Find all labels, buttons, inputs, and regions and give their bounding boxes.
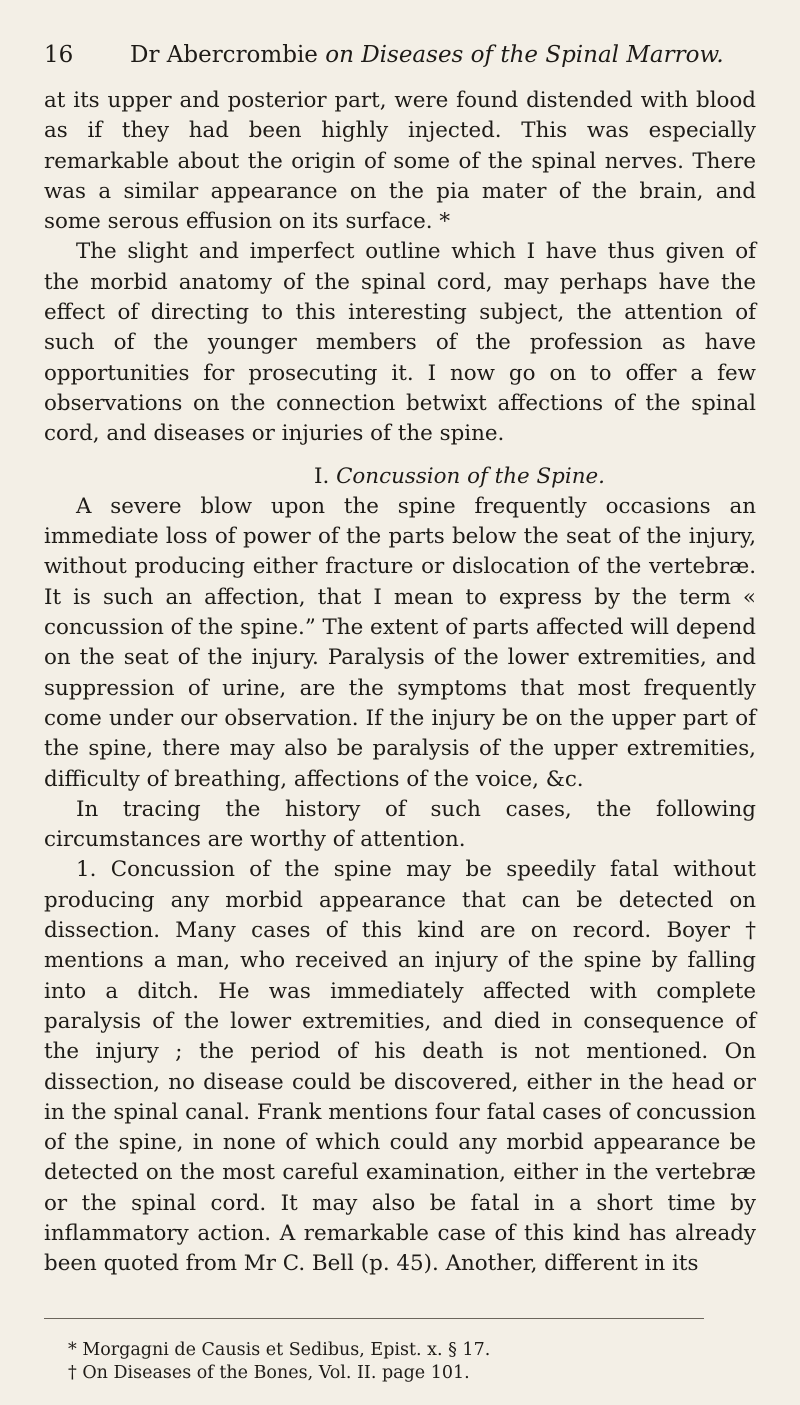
running-title-text: Diseases of the Spinal Marrow. [361, 42, 724, 68]
footnotes [44, 1339, 756, 1385]
section-heading [44, 462, 756, 492]
paragraph-circumstances: In tracing the history of such cases, the following circumstances are worthy of attention. [44, 796, 756, 853]
paragraph-concussion: A severe blow upon the spine frequently occasions an immediate loss of power of the parts below the seat of the injury, without producing either fracture or dislocation of the vertebræ. It is such an affection, that I mean to express by the term « concussion of the spine.” The extent of parts affected will depend on the seat of the injury. Paralysis of the lower extremities, and suppression of urine, are the symptoms that most frequently come under our observation. If the injury be on the upper part of the spine, there may also be paralysis of the upper extremities, difficulty of breathing, affections of the voice, &c. [44, 493, 756, 792]
section-number: I. [314, 463, 330, 489]
paragraph-continuation: at its upper and posterior part, were found distended with blood as if they had been highly injected. This was especially remarkable about the origin of some of the spinal nerves. There was a similar appearance on the pia mater of the brain, and some serous effusion on its surface. * [44, 88, 756, 235]
paragraph-outline: The slight and imperfect outline which I have thus given of the morbid anatomy of the spinal cord, may perhaps have the effect of directing to this interesting subject, the attention of such of the younger members of the profession as have opportunities for prosecuting it. I now go on to offer a few observations on the connection betwixt affections of the spinal cord, and diseases or injuries of the spine. [44, 239, 756, 447]
paragraph-point-one: 1. Concussion of the spine may be speedily fatal without producing any morbid appearance that can be detected on dissection. Many cases of this kind are on record. Boyer † mentions a man, who received an injury of the spine by falling into a ditch. He was immediately affected with complete paralysis of the lower extremities, and died in consequence of the injury ; the period of his death is not mentioned. On dissection, no disease could be discovered, either in the head or in the spinal canal. Frank mentions four fatal cases of concussion of the spine, in none of which could any morbid appearance be detected on the most careful examination, either in the vertebræ or the spinal cord. It may also be fatal in a short time by inflammatory action. A remarkable case of this kind has already been quoted from Mr C. Bell (p. 45). Another, different in its [44, 857, 756, 1277]
running-title-connector: on [325, 42, 354, 68]
running-title-author: Dr Abercrombie [130, 42, 318, 68]
page-number: 16 [44, 42, 74, 68]
footnote-boyer: † On Diseases of the Bones, Vol. II. page 101. [68, 1362, 470, 1383]
body-text [44, 86, 756, 1280]
running-title [130, 40, 724, 70]
running-head [44, 32, 756, 72]
footnote-morgagni: * Morgagni de Causis et Sedibus, Epist. x. § 17. [68, 1339, 491, 1360]
section-title: Concussion of the Spine. [336, 463, 605, 489]
footnote-rule [44, 1318, 704, 1319]
